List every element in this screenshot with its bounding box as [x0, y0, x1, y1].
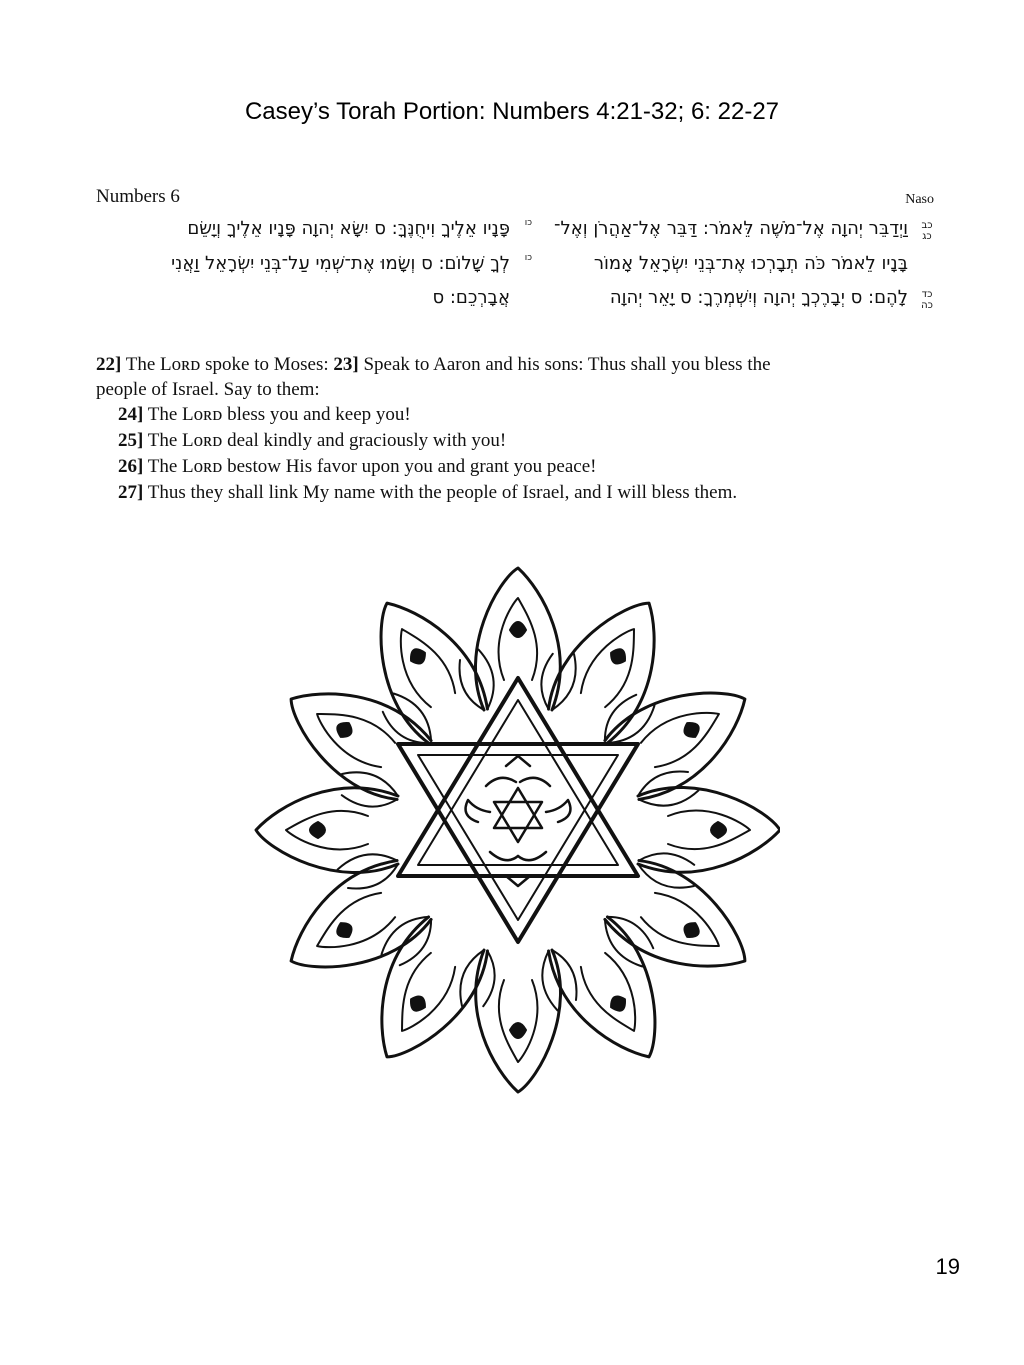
star-of-david	[398, 678, 638, 942]
english-verse-line	[118, 402, 960, 428]
chapter-heading: Numbers 6	[96, 186, 180, 207]
center-motif	[466, 756, 571, 886]
flame-lobe	[528, 905, 700, 1086]
hebrew-text-left: לְךָ שָׁלוֹם: ס וְשָׂמוּ אֶת־שְׁמִי עַל־בְּנֵי יִשְׂרָאֵל וַאֲנִי	[171, 253, 510, 274]
flame-lobe	[337, 905, 509, 1086]
verse-number-marker: כד כה	[921, 289, 933, 311]
verse-text: The Lᴏʀᴅ bestow His favor upon you and grant you peace!	[143, 456, 597, 477]
page-title: Casey’s Torah Portion: Numbers 4:21-32; 6: 22-27	[244, 98, 780, 125]
verse-mark: כו	[524, 253, 532, 263]
flame-lobe	[336, 574, 508, 755]
verse-number: 23]	[333, 354, 359, 375]
flame-lobe	[262, 840, 443, 1012]
hebrew-text-left: אֲבָרְכֵם: ס	[432, 287, 510, 308]
hebrew-line	[96, 218, 938, 248]
page-number: 19	[935, 1254, 960, 1279]
verse-number: 27]	[118, 482, 144, 503]
english-verse-line	[118, 454, 960, 480]
hebrew-text-right: לָהֶם: ס יְבָרֶכְךָ יְהוָה וְיִשְׁמְרֶךָ: ס יָאֵר יְהוָה	[609, 287, 908, 308]
hebrew-text-right: וַיְדַבֵּר יְהוָה אֶל־מֹשֶׁה לֵּאמֹר: דַּבֵּר אֶל־אַהֲרֹן וְאֶל־	[554, 218, 908, 239]
verse-number-marker: כב כג	[921, 220, 933, 242]
flame-lobe	[460, 568, 576, 710]
verse-text: The Lᴏʀᴅ spoke to Moses:	[121, 354, 334, 375]
hebrew-line	[96, 253, 938, 283]
verse-text: The Lᴏʀᴅ bless you and keep you!	[143, 404, 411, 425]
verse-number: 26]	[118, 456, 144, 477]
verse-mark: כו	[524, 218, 532, 228]
verse-number: 25]	[118, 430, 144, 451]
star-of-david-mandala-icon	[250, 560, 780, 1100]
flame-lobe	[638, 772, 780, 888]
flame-lobe	[593, 839, 774, 1011]
english-verse-line	[96, 377, 938, 403]
english-verse-line	[96, 352, 938, 378]
english-verse-line	[118, 480, 960, 506]
flame-lobe	[593, 648, 774, 820]
flame-lobe	[256, 772, 398, 888]
verse-text: Thus they shall link My name with the people of Israel, and I will bless them.	[143, 482, 738, 503]
parashah-heading: Naso	[905, 192, 934, 207]
verse-number: 24]	[118, 404, 144, 425]
verse-text: people of Israel. Say to them:	[96, 379, 320, 400]
hebrew-text-right: בָּנָיו לֵאמֹר כֹּה תְבָרְכוּ אֶת־בְּנֵי יִשְׂרָאֵל אָמוֹר	[593, 253, 908, 274]
verse-number: 22]	[96, 354, 122, 375]
hebrew-line	[96, 287, 938, 317]
hebrew-text-left: פָּנָיו אֵלֶיךָ וִיחֻנֶּךָּ: ס יִשָּׂא יְהוָה פָּנָיו אֵלֶיךָ וְיָשֵׂם	[187, 218, 510, 239]
flame-lobe	[262, 649, 443, 821]
english-verse-line	[118, 428, 960, 454]
flame-lobe	[527, 574, 699, 755]
verse-text: Speak to Aaron and his sons: Thus shall you bless the	[358, 354, 771, 375]
verse-text: The Lᴏʀᴅ deal kindly and graciously with you!	[143, 430, 507, 451]
flame-lobe	[460, 950, 576, 1092]
